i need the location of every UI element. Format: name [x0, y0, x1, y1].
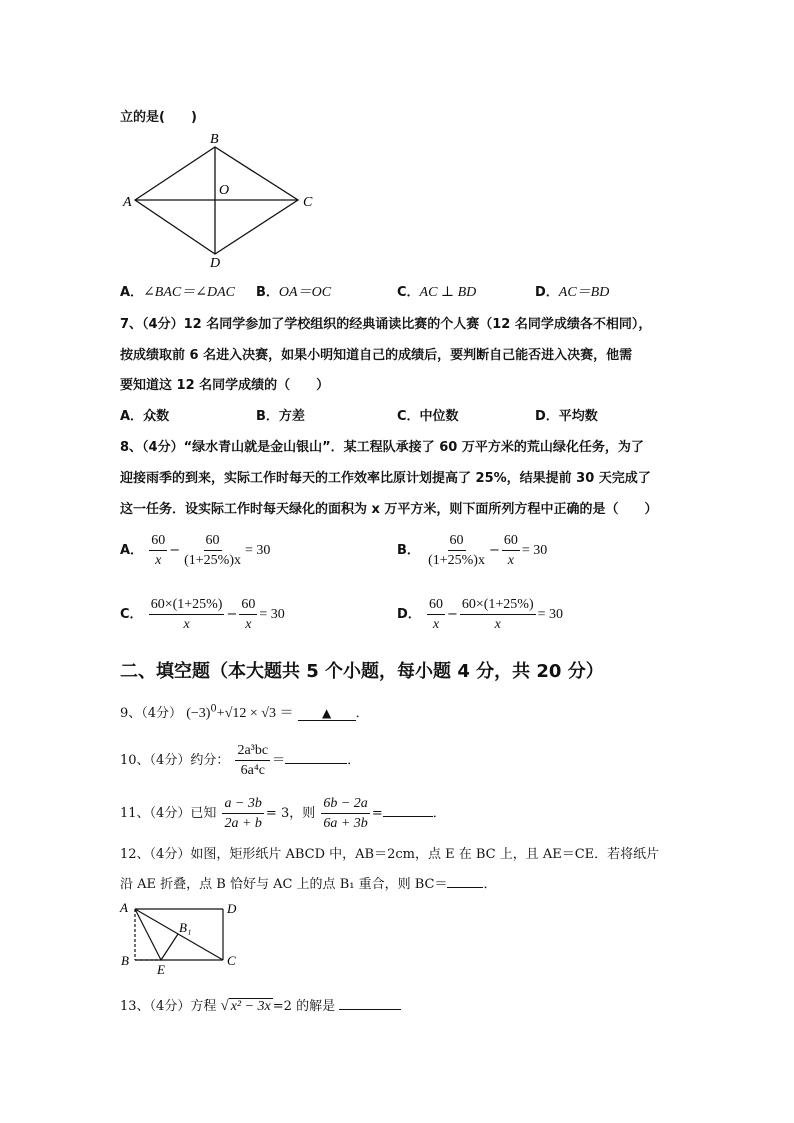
fig6-label-b: B	[210, 132, 219, 147]
q12-line-1: 12、（4分）如图，矩形纸片 ABCD 中，AB＝2cm，点 E 在 BC 上，且 AE＝CE．若将纸片	[120, 847, 660, 862]
q6-option-c[interactable]: C．AC ⊥ BD	[397, 285, 477, 300]
q9-answer-blank[interactable]: ▲	[298, 706, 356, 721]
q8-option-d[interactable]: D． $\frac{60}{x}$ − $\frac{60\times(1+25\%)}{x}$ = 30	[397, 597, 564, 632]
q10-answer-blank[interactable]	[285, 749, 347, 764]
q13: 13、（4分）方程 √ x² − 3x =2 的解是	[120, 995, 401, 1015]
q11-answer-blank[interactable]	[383, 802, 433, 817]
q6-option-b[interactable]: B．OA＝OC	[256, 285, 332, 300]
q7-line-3: 要知道这 12 名同学成绩的（ ）	[120, 378, 330, 393]
q7-line-1: 7、（4分）12 名同学参加了学校组织的经典诵读比赛的个人赛（12 名同学成绩各不相同），	[120, 317, 652, 332]
q12-line-2: 沿 AE 折叠，点 B 恰好与 AC 上的点 B₁ 重合，则 BC＝ ．	[120, 873, 496, 892]
rectangle-fold-figure	[115, 898, 255, 978]
q7-option-c[interactable]: C．中位数	[397, 409, 459, 424]
q13-answer-blank[interactable]	[339, 995, 401, 1010]
fig6-label-o: O	[219, 183, 230, 198]
q9: 9、（4分） $(-3)^0+√12 \times √3$ ＝ ▲ ．	[120, 703, 369, 721]
q11: 11、（4分）已知 $\frac{a - 3b}{2a + b}$ = 3，则 $\frac{6b - 2a}{6a + 3b}$ = ．	[120, 796, 446, 831]
fig12-label-a: A	[120, 900, 128, 915]
q8-line-2: 迎接雨季的到来，实际工作时每天的工作效率比原计划提高了 25%，结果提前 30 天完成了	[120, 471, 651, 486]
q8-option-a[interactable]: A． $\frac{60}{x}$ − $\frac{60}{(1+25\%)x}$ = 30	[120, 533, 271, 568]
q8-line-1: 8、（4分）“绿水青山就是金山银山”．某工程队承接了 60 万平方米的荒山绿化任务，为了	[120, 440, 644, 455]
q7-option-b[interactable]: B．方差	[256, 409, 305, 424]
q7-line-2: 按成绩取前 6 名进入决赛，如果小明知道自己的成绩后，要判断自己能否进入决赛，他需	[120, 348, 633, 363]
fig6-label-d: D	[210, 256, 221, 270]
q7-option-a[interactable]: A．众数	[120, 409, 170, 424]
q8-option-b[interactable]: B． $\frac{60}{(1+25\%)x}$ − $\frac{60}{x}$ = 30	[397, 533, 548, 568]
fig6-label-a: A	[123, 195, 132, 210]
q6-option-d[interactable]: D．AC＝BD	[535, 285, 610, 300]
q12-answer-blank[interactable]	[447, 873, 483, 888]
fig12-label-b1: B₁	[179, 920, 192, 935]
q8-option-c[interactable]: C． $\frac{60\times(1+25\%)}{x}$ − $\frac{60}{x}$ = 30	[120, 597, 285, 632]
fig12-label-e: E	[157, 962, 165, 977]
fig12-label-d: D	[227, 901, 237, 916]
q7-option-d[interactable]: D．平均数	[535, 409, 598, 424]
fig6-label-c: C	[303, 195, 313, 210]
q8-line-3: 这一任务．设实际工作时每天绿化的面积为 x 万平方米，则下面所列方程中正确的是（ ）	[120, 502, 658, 517]
rhombus-figure	[115, 130, 325, 270]
q10: 10、（4分）约分： $\frac{\text{2a³bc}}{\text{6a⁴c}}$ ＝ ．	[120, 743, 361, 778]
q6-stem-tail: 立的是( )	[120, 110, 197, 125]
fig12-label-c: C	[227, 953, 236, 968]
fig12-label-b: B	[121, 953, 129, 968]
q6-option-a[interactable]: A．∠BAC＝∠DAC	[120, 285, 235, 300]
section-2-title: 二、填空题（本大题共 5 个小题，每小题 4 分，共 20 分）	[120, 661, 604, 682]
